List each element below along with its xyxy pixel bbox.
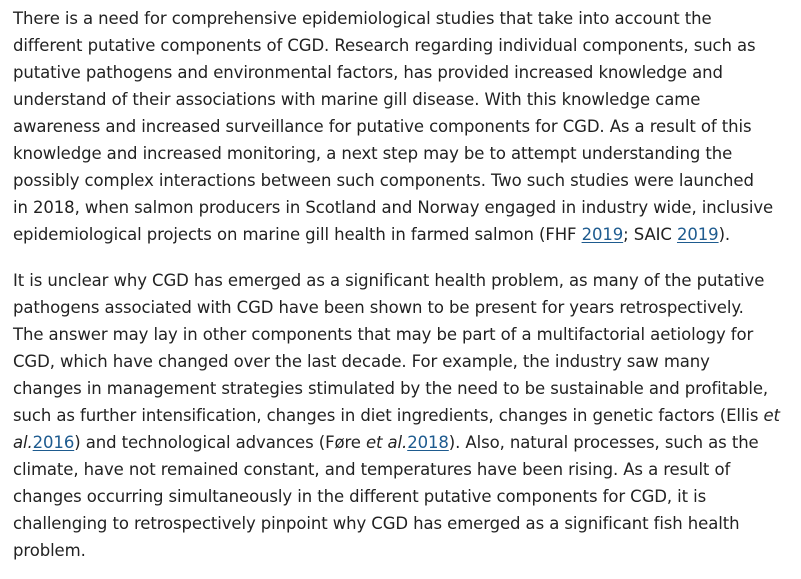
text-line: different putative components of CGD. Research regarding individual components, such as: [13, 36, 756, 55]
italic-text: al.: [13, 433, 33, 452]
text-segment: epidemiological projects on marine gill health in farmed salmon (FHF: [13, 225, 582, 244]
citation-link-saic-2019[interactable]: 2019: [676, 225, 719, 244]
text-line: pathogens associated with CGD have been shown to be present for years retrospectively.: [13, 298, 744, 317]
text-line: There is a need for comprehensive epidemiological studies that take into account the: [13, 9, 712, 28]
text-line: The answer may lay in other components that may be part of a multifactorial aetiology for: [13, 325, 754, 344]
text-line: changes in management strategies stimulated by the need to be sustainable and profitable,: [13, 379, 769, 398]
text-line: It is unclear why CGD has emerged as a significant health problem, as many of the putative: [13, 271, 765, 290]
citation-link-fore-2018[interactable]: 2018: [407, 433, 449, 452]
text-segment: ) and technological advances (Føre: [74, 433, 366, 452]
text-line: [13, 221, 801, 248]
text-line: in 2018, when salmon producers in Scotland and Norway engaged in industry wide, inclusive: [13, 198, 774, 217]
text-line: knowledge and increased monitoring, a next step may be to attempt understanding the: [13, 144, 733, 163]
citation-link-ellis-2016[interactable]: 2016: [32, 433, 75, 452]
text-line: climate, have not remained constant, and temperatures have been rising. As a result of: [13, 460, 731, 479]
italic-text: et: [763, 406, 780, 425]
text-line: problem.: [13, 541, 86, 560]
text-line: changes occurring simultaneously in the different putative components for CGD, it is: [13, 487, 707, 506]
text-line: understand of their associations with marine gill disease. With this knowledge came: [13, 90, 701, 109]
text-line: [13, 429, 801, 456]
text-line: challenging to retrospectively pinpoint why CGD has emerged as a significant fish health: [13, 514, 740, 533]
italic-text: et al.: [365, 433, 408, 452]
text-line: possibly complex interactions between such components. Two such studies were launched: [13, 171, 754, 190]
text-segment: ; SAIC: [623, 225, 677, 244]
text-segment: ). Also, natural processes, such as the: [448, 433, 759, 452]
text-line: CGD, which have changed over the last decade. For example, the industry saw many: [13, 352, 710, 371]
text-segment: such as further intensification, changes in diet ingredients, changes in genetic factors (Ellis: [13, 406, 764, 425]
paragraph-1: [13, 5, 801, 248]
text-line: putative pathogens and environmental factors, has provided increased knowledge and: [13, 63, 723, 82]
citation-link-fhf-2019[interactable]: 2019: [581, 225, 624, 244]
text-line: awareness and increased surveillance for putative components for CGD. As a result of this: [13, 117, 752, 136]
paragraph-2: [13, 267, 801, 564]
text-line: [13, 402, 801, 429]
text-segment: ).: [718, 225, 731, 244]
